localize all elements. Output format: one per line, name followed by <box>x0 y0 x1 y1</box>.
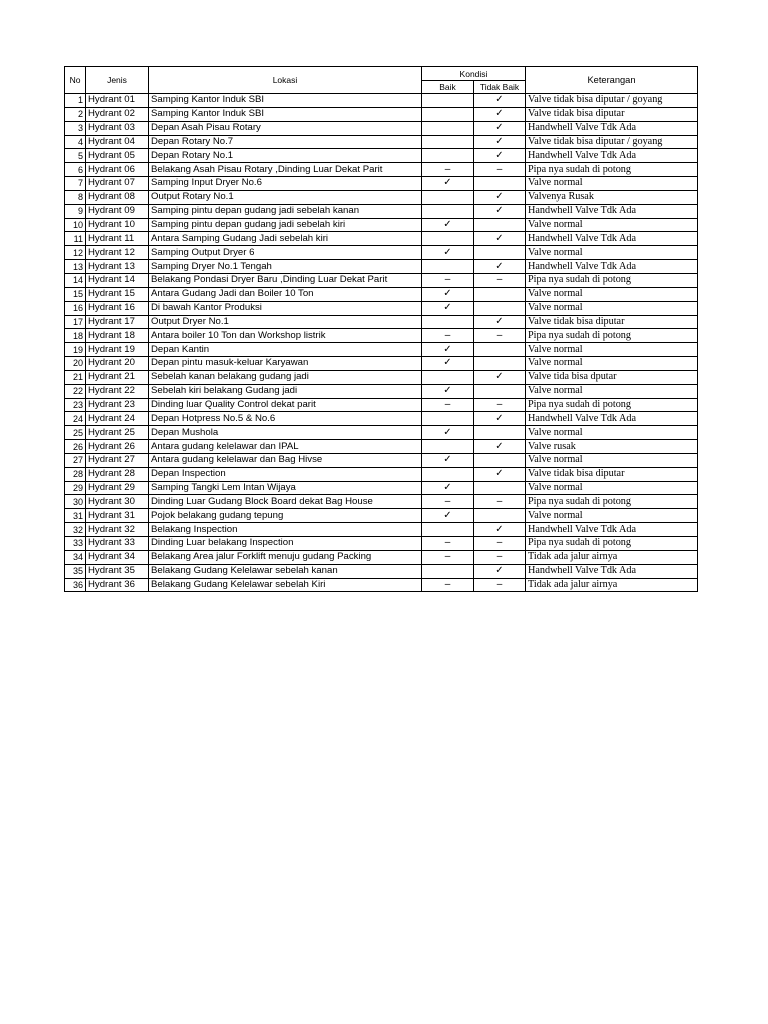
cell-tidak-baik: – <box>474 398 526 412</box>
cell-lokasi: Depan Kantin <box>149 343 422 357</box>
cell-keterangan: Pipa nya sudah di potong <box>526 163 698 177</box>
cell-keterangan: Valve normal <box>526 301 698 315</box>
cell-keterangan: Valve rusak <box>526 440 698 454</box>
table-row <box>65 467 698 481</box>
cell-no: 20 <box>65 357 86 371</box>
cell-no: 3 <box>65 121 86 135</box>
cell-tidak-baik <box>474 509 526 523</box>
cell-no: 28 <box>65 467 86 481</box>
table-row <box>65 204 698 218</box>
cell-jenis: Hydrant 20 <box>86 357 149 371</box>
cell-keterangan: Valve normal <box>526 357 698 371</box>
cell-jenis: Hydrant 04 <box>86 135 149 149</box>
cell-keterangan: Handwhell Valve Tdk Ada <box>526 204 698 218</box>
cell-tidak-baik: ✓ <box>474 190 526 204</box>
cell-baik <box>422 121 474 135</box>
cell-lokasi: Samping Dryer No.1 Tengah <box>149 260 422 274</box>
cell-lokasi: Belakang Gudang Kelelawar sebelah Kiri <box>149 578 422 592</box>
cell-keterangan: Valve normal <box>526 177 698 191</box>
cell-keterangan: Valve normal <box>526 453 698 467</box>
header-keterangan: Keterangan <box>526 67 698 94</box>
cell-baik <box>422 523 474 537</box>
cell-no: 22 <box>65 384 86 398</box>
cell-jenis: Hydrant 35 <box>86 564 149 578</box>
cell-tidak-baik: – <box>474 163 526 177</box>
cell-lokasi: Depan Asah Pisau Rotary <box>149 121 422 135</box>
cell-tidak-baik: – <box>474 578 526 592</box>
cell-baik: – <box>422 273 474 287</box>
cell-jenis: Hydrant 16 <box>86 301 149 315</box>
cell-jenis: Hydrant 09 <box>86 204 149 218</box>
table-body <box>65 94 698 592</box>
table-row <box>65 163 698 177</box>
cell-lokasi: Antara gudang kelelawar dan Bag Hivse <box>149 453 422 467</box>
cell-no: 32 <box>65 523 86 537</box>
cell-baik: – <box>422 398 474 412</box>
cell-no: 8 <box>65 190 86 204</box>
cell-baik <box>422 467 474 481</box>
table-row <box>65 412 698 426</box>
cell-jenis: Hydrant 12 <box>86 246 149 260</box>
cell-lokasi: Depan Mushola <box>149 426 422 440</box>
cell-baik: ✓ <box>422 343 474 357</box>
cell-lokasi: Output Dryer No.1 <box>149 315 422 329</box>
cell-baik <box>422 107 474 121</box>
cell-jenis: Hydrant 03 <box>86 121 149 135</box>
cell-jenis: Hydrant 10 <box>86 218 149 232</box>
cell-tidak-baik: ✓ <box>474 315 526 329</box>
table-row <box>65 329 698 343</box>
cell-no: 4 <box>65 135 86 149</box>
cell-baik <box>422 94 474 108</box>
cell-no: 17 <box>65 315 86 329</box>
cell-no: 35 <box>65 564 86 578</box>
cell-keterangan: Valve normal <box>526 509 698 523</box>
table-row <box>65 384 698 398</box>
cell-tidak-baik: ✓ <box>474 121 526 135</box>
cell-lokasi: Dinding luar Quality Control dekat parit <box>149 398 422 412</box>
cell-baik: ✓ <box>422 218 474 232</box>
cell-tidak-baik: ✓ <box>474 260 526 274</box>
cell-no: 26 <box>65 440 86 454</box>
cell-baik <box>422 135 474 149</box>
cell-tidak-baik: ✓ <box>474 412 526 426</box>
cell-jenis: Hydrant 29 <box>86 481 149 495</box>
cell-no: 27 <box>65 453 86 467</box>
cell-tidak-baik <box>474 453 526 467</box>
cell-tidak-baik <box>474 177 526 191</box>
cell-jenis: Hydrant 08 <box>86 190 149 204</box>
cell-keterangan: Valve normal <box>526 246 698 260</box>
cell-lokasi: Sebelah kiri belakang Gudang jadi <box>149 384 422 398</box>
cell-lokasi: Antara Samping Gudang Jadi sebelah kiri <box>149 232 422 246</box>
header-no: No <box>65 67 86 94</box>
cell-keterangan: Valve normal <box>526 287 698 301</box>
cell-keterangan: Handwhell Valve Tdk Ada <box>526 523 698 537</box>
cell-tidak-baik <box>474 384 526 398</box>
cell-no: 11 <box>65 232 86 246</box>
cell-keterangan: Valve tidak bisa diputar <box>526 467 698 481</box>
cell-jenis: Hydrant 19 <box>86 343 149 357</box>
cell-no: 16 <box>65 301 86 315</box>
cell-jenis: Hydrant 21 <box>86 370 149 384</box>
cell-baik: – <box>422 163 474 177</box>
cell-no: 31 <box>65 509 86 523</box>
table-row <box>65 453 698 467</box>
cell-keterangan: Tidak ada jalur airnya <box>526 578 698 592</box>
cell-keterangan: Valve normal <box>526 426 698 440</box>
cell-lokasi: Antara gudang kelelawar dan IPAL <box>149 440 422 454</box>
cell-no: 2 <box>65 107 86 121</box>
table-row <box>65 509 698 523</box>
cell-baik: ✓ <box>422 287 474 301</box>
cell-tidak-baik: ✓ <box>474 467 526 481</box>
cell-tidak-baik: – <box>474 495 526 509</box>
cell-lokasi: Depan pintu masuk-keluar Karyawan <box>149 357 422 371</box>
cell-jenis: Hydrant 14 <box>86 273 149 287</box>
cell-baik <box>422 440 474 454</box>
cell-jenis: Hydrant 33 <box>86 537 149 551</box>
cell-keterangan: Pipa nya sudah di potong <box>526 537 698 551</box>
cell-jenis: Hydrant 34 <box>86 550 149 564</box>
cell-tidak-baik: ✓ <box>474 232 526 246</box>
cell-lokasi: Dinding Luar Gudang Block Board dekat Bag House <box>149 495 422 509</box>
table-row <box>65 550 698 564</box>
cell-tidak-baik: ✓ <box>474 564 526 578</box>
cell-baik: ✓ <box>422 246 474 260</box>
cell-no: 33 <box>65 537 86 551</box>
cell-baik: ✓ <box>422 453 474 467</box>
table-row <box>65 398 698 412</box>
cell-lokasi: Depan Inspection <box>149 467 422 481</box>
cell-baik <box>422 315 474 329</box>
table-row <box>65 523 698 537</box>
cell-jenis: Hydrant 15 <box>86 287 149 301</box>
cell-no: 24 <box>65 412 86 426</box>
cell-keterangan: Valve tidak bisa diputar / goyang <box>526 135 698 149</box>
cell-keterangan: Pipa nya sudah di potong <box>526 398 698 412</box>
cell-baik <box>422 190 474 204</box>
cell-tidak-baik: – <box>474 550 526 564</box>
cell-keterangan: Valve tida bisa dputar <box>526 370 698 384</box>
cell-jenis: Hydrant 05 <box>86 149 149 163</box>
table-header <box>65 67 698 94</box>
table-row <box>65 190 698 204</box>
cell-no: 19 <box>65 343 86 357</box>
cell-keterangan: Pipa nya sudah di potong <box>526 329 698 343</box>
cell-tidak-baik <box>474 301 526 315</box>
cell-no: 25 <box>65 426 86 440</box>
cell-lokasi: Samping pintu depan gudang jadi sebelah kiri <box>149 218 422 232</box>
cell-jenis: Hydrant 18 <box>86 329 149 343</box>
cell-jenis: Hydrant 07 <box>86 177 149 191</box>
cell-lokasi: Depan Rotary No.1 <box>149 149 422 163</box>
cell-jenis: Hydrant 24 <box>86 412 149 426</box>
cell-no: 10 <box>65 218 86 232</box>
cell-keterangan: Valve tidak bisa diputar <box>526 315 698 329</box>
header-baik: Baik <box>422 81 474 94</box>
cell-baik: ✓ <box>422 301 474 315</box>
cell-baik <box>422 370 474 384</box>
cell-tidak-baik: ✓ <box>474 149 526 163</box>
cell-no: 1 <box>65 94 86 108</box>
cell-lokasi: Antara Gudang Jadi dan Boiler 10 Ton <box>149 287 422 301</box>
cell-no: 13 <box>65 260 86 274</box>
cell-no: 12 <box>65 246 86 260</box>
table-row <box>65 149 698 163</box>
cell-baik <box>422 564 474 578</box>
cell-lokasi: Output Rotary No.1 <box>149 190 422 204</box>
cell-no: 7 <box>65 177 86 191</box>
cell-jenis: Hydrant 26 <box>86 440 149 454</box>
cell-baik: – <box>422 329 474 343</box>
cell-keterangan: Valve normal <box>526 384 698 398</box>
table-row <box>65 357 698 371</box>
cell-keterangan: Valve normal <box>526 343 698 357</box>
cell-jenis: Hydrant 06 <box>86 163 149 177</box>
cell-baik: ✓ <box>422 177 474 191</box>
cell-keterangan: Valvenya Rusak <box>526 190 698 204</box>
cell-baik <box>422 232 474 246</box>
cell-keterangan: Valve tidak bisa diputar / goyang <box>526 94 698 108</box>
cell-lokasi: Belakang Asah Pisau Rotary ,Dinding Luar Dekat Parit <box>149 163 422 177</box>
cell-no: 23 <box>65 398 86 412</box>
cell-baik: ✓ <box>422 357 474 371</box>
cell-jenis: Hydrant 17 <box>86 315 149 329</box>
header-tidak-baik: Tidak Baik <box>474 81 526 94</box>
hydrant-inspection-table <box>64 66 698 592</box>
cell-jenis: Hydrant 30 <box>86 495 149 509</box>
cell-keterangan: Tidak ada jalur airnya <box>526 550 698 564</box>
cell-jenis: Hydrant 36 <box>86 578 149 592</box>
cell-lokasi: Samping Kantor Induk SBI <box>149 94 422 108</box>
cell-jenis: Hydrant 23 <box>86 398 149 412</box>
table-row <box>65 370 698 384</box>
table-row <box>65 232 698 246</box>
cell-keterangan: Valve normal <box>526 218 698 232</box>
cell-jenis: Hydrant 27 <box>86 453 149 467</box>
cell-tidak-baik: – <box>474 329 526 343</box>
table-row <box>65 287 698 301</box>
cell-tidak-baik <box>474 357 526 371</box>
cell-tidak-baik: ✓ <box>474 523 526 537</box>
header-jenis: Jenis <box>86 67 149 94</box>
cell-keterangan: Handwhell Valve Tdk Ada <box>526 564 698 578</box>
cell-tidak-baik: ✓ <box>474 94 526 108</box>
cell-no: 21 <box>65 370 86 384</box>
cell-baik: – <box>422 578 474 592</box>
cell-keterangan: Pipa nya sudah di potong <box>526 495 698 509</box>
cell-no: 29 <box>65 481 86 495</box>
cell-lokasi: Samping Kantor Induk SBI <box>149 107 422 121</box>
cell-lokasi: Samping pintu depan gudang jadi sebelah kanan <box>149 204 422 218</box>
cell-baik <box>422 204 474 218</box>
cell-baik: – <box>422 537 474 551</box>
table-row <box>65 426 698 440</box>
header-lokasi: Lokasi <box>149 67 422 94</box>
cell-lokasi: Samping Tangki Lem Intan Wijaya <box>149 481 422 495</box>
cell-lokasi: Depan Hotpress No.5 & No.6 <box>149 412 422 426</box>
cell-lokasi: Dinding Luar belakang Inspection <box>149 537 422 551</box>
cell-baik: ✓ <box>422 509 474 523</box>
cell-no: 14 <box>65 273 86 287</box>
cell-jenis: Hydrant 22 <box>86 384 149 398</box>
cell-no: 9 <box>65 204 86 218</box>
table-row <box>65 315 698 329</box>
cell-tidak-baik: ✓ <box>474 370 526 384</box>
cell-jenis: Hydrant 32 <box>86 523 149 537</box>
cell-tidak-baik <box>474 246 526 260</box>
table-row <box>65 343 698 357</box>
cell-baik <box>422 260 474 274</box>
cell-lokasi: Belakang Inspection <box>149 523 422 537</box>
table-row <box>65 578 698 592</box>
table-row <box>65 121 698 135</box>
cell-no: 15 <box>65 287 86 301</box>
cell-baik <box>422 149 474 163</box>
cell-tidak-baik <box>474 481 526 495</box>
cell-no: 30 <box>65 495 86 509</box>
cell-lokasi: Samping Output Dryer 6 <box>149 246 422 260</box>
cell-jenis: Hydrant 11 <box>86 232 149 246</box>
cell-baik: ✓ <box>422 426 474 440</box>
table-row <box>65 273 698 287</box>
cell-no: 6 <box>65 163 86 177</box>
cell-lokasi: Sebelah kanan belakang gudang jadi <box>149 370 422 384</box>
cell-lokasi: Belakang Area jalur Forklift menuju gudang Packing <box>149 550 422 564</box>
cell-tidak-baik: ✓ <box>474 107 526 121</box>
table-row <box>65 564 698 578</box>
cell-tidak-baik: ✓ <box>474 440 526 454</box>
cell-keterangan: Handwhell Valve Tdk Ada <box>526 412 698 426</box>
cell-jenis: Hydrant 28 <box>86 467 149 481</box>
cell-jenis: Hydrant 13 <box>86 260 149 274</box>
cell-jenis: Hydrant 01 <box>86 94 149 108</box>
cell-baik: – <box>422 550 474 564</box>
table-row <box>65 94 698 108</box>
cell-lokasi: Antara boiler 10 Ton dan Workshop listrik <box>149 329 422 343</box>
cell-lokasi: Belakang Pondasi Dryer Baru ,Dinding Luar Dekat Parit <box>149 273 422 287</box>
table-row <box>65 260 698 274</box>
table-row <box>65 301 698 315</box>
table-row <box>65 481 698 495</box>
cell-keterangan: Valve tidak bisa diputar <box>526 107 698 121</box>
cell-lokasi: Di bawah Kantor Produksi <box>149 301 422 315</box>
cell-tidak-baik: – <box>474 537 526 551</box>
cell-lokasi: Belakang Gudang Kelelawar sebelah kanan <box>149 564 422 578</box>
cell-keterangan: Handwhell Valve Tdk Ada <box>526 149 698 163</box>
cell-tidak-baik <box>474 426 526 440</box>
cell-no: 18 <box>65 329 86 343</box>
cell-keterangan: Handwhell Valve Tdk Ada <box>526 121 698 135</box>
cell-keterangan: Handwhell Valve Tdk Ada <box>526 260 698 274</box>
table-row <box>65 135 698 149</box>
table-row <box>65 218 698 232</box>
cell-tidak-baik <box>474 287 526 301</box>
table-row <box>65 537 698 551</box>
cell-no: 36 <box>65 578 86 592</box>
cell-keterangan: Valve normal <box>526 481 698 495</box>
cell-no: 34 <box>65 550 86 564</box>
cell-tidak-baik: ✓ <box>474 204 526 218</box>
table-row <box>65 495 698 509</box>
cell-tidak-baik <box>474 343 526 357</box>
cell-tidak-baik: ✓ <box>474 135 526 149</box>
cell-lokasi: Depan Rotary No.7 <box>149 135 422 149</box>
cell-jenis: Hydrant 31 <box>86 509 149 523</box>
cell-no: 5 <box>65 149 86 163</box>
cell-tidak-baik: – <box>474 273 526 287</box>
cell-jenis: Hydrant 02 <box>86 107 149 121</box>
cell-lokasi: Pojok belakang gudang tepung <box>149 509 422 523</box>
table-row <box>65 107 698 121</box>
cell-baik: ✓ <box>422 384 474 398</box>
cell-keterangan: Pipa nya sudah di potong <box>526 273 698 287</box>
cell-keterangan: Handwhell Valve Tdk Ada <box>526 232 698 246</box>
table-row <box>65 246 698 260</box>
cell-lokasi: Samping Input Dryer No.6 <box>149 177 422 191</box>
table-row <box>65 440 698 454</box>
cell-baik <box>422 412 474 426</box>
cell-jenis: Hydrant 25 <box>86 426 149 440</box>
cell-baik: ✓ <box>422 481 474 495</box>
header-kondisi: Kondisi <box>422 67 526 81</box>
table-row <box>65 177 698 191</box>
cell-baik: – <box>422 495 474 509</box>
cell-tidak-baik <box>474 218 526 232</box>
